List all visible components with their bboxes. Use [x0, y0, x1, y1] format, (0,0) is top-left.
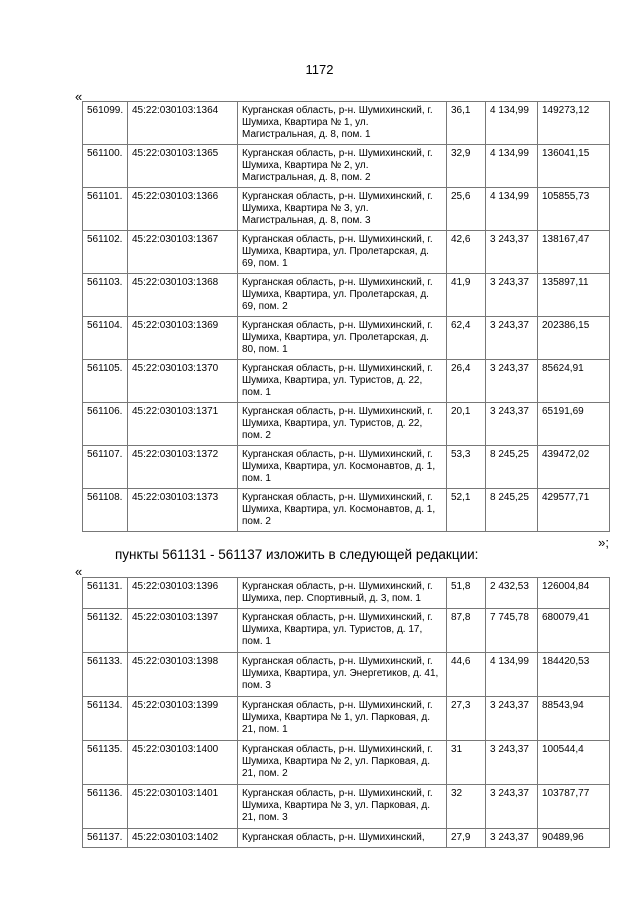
property-table-1	[82, 101, 610, 532]
rate: 3 243,37	[486, 697, 538, 741]
rate: 4 134,99	[486, 102, 538, 145]
cadastral-value: 149273,12	[538, 102, 610, 145]
row-number: 561106.	[83, 403, 128, 446]
cadastral-number: 45:22:030103:1371	[128, 403, 238, 446]
rate: 3 243,37	[486, 741, 538, 785]
property-table-2	[82, 577, 610, 848]
cadastral-number: 45:22:030103:1396	[128, 578, 238, 609]
table-row	[83, 145, 610, 188]
row-number: 561102.	[83, 231, 128, 274]
cadastral-number: 45:22:030103:1401	[128, 785, 238, 829]
cadastral-number: 45:22:030103:1373	[128, 489, 238, 532]
row-number: 561136.	[83, 785, 128, 829]
address: Курганская область, р-н. Шумихинский, г. Шумиха, Квартира № 2, ул. Магистральная, д. 8, пом. 2	[238, 145, 447, 188]
table-row	[83, 102, 610, 145]
address: Курганская область, р-н. Шумихинский, г. Шумиха, Квартира № 1, ул. Парковая, д. 21, пом. 1	[238, 697, 447, 741]
address: Курганская область, р-н. Шумихинский, г. Шумиха, Квартира, ул. Туристов, д. 17, пом. 1	[238, 609, 447, 653]
table-row	[83, 609, 610, 653]
area: 31	[447, 741, 486, 785]
address: Курганская область, р-н. Шумихинский, г. Шумиха, Квартира № 3, ул. Парковая, д. 21, пом. 3	[238, 785, 447, 829]
row-number: 561135.	[83, 741, 128, 785]
address: Курганская область, р-н. Шумихинский, г. Шумиха, Квартира, ул. Туристов, д. 22, пом. 1	[238, 360, 447, 403]
amendment-paragraph: пункты 561131 - 561137 изложить в следующей редакции:	[115, 547, 479, 562]
cadastral-number: 45:22:030103:1397	[128, 609, 238, 653]
area: 32	[447, 785, 486, 829]
address: Курганская область, р-н. Шумихинский, г. Шумиха, Квартира, ул. Пролетарская, д. 69, пом. 2	[238, 274, 447, 317]
address: Курганская область, р-н. Шумихинский, г. Шумиха, Квартира, ул. Пролетарская, д. 69, пом. 1	[238, 231, 447, 274]
open-quote: «	[75, 89, 83, 104]
area: 52,1	[447, 489, 486, 532]
close-quote: »;	[598, 535, 609, 550]
area: 26,4	[447, 360, 486, 403]
cadastral-value: 680079,41	[538, 609, 610, 653]
rate: 4 134,99	[486, 188, 538, 231]
cadastral-value: 439472,02	[538, 446, 610, 489]
table-row	[83, 489, 610, 532]
cadastral-number: 45:22:030103:1402	[128, 829, 238, 848]
cadastral-number: 45:22:030103:1400	[128, 741, 238, 785]
rate: 3 243,37	[486, 317, 538, 360]
rate: 3 243,37	[486, 231, 538, 274]
cadastral-value: 202386,15	[538, 317, 610, 360]
cadastral-number: 45:22:030103:1370	[128, 360, 238, 403]
table-row	[83, 188, 610, 231]
rate: 3 243,37	[486, 829, 538, 848]
cadastral-value: 136041,15	[538, 145, 610, 188]
row-number: 561101.	[83, 188, 128, 231]
area: 25,6	[447, 188, 486, 231]
rate: 3 243,37	[486, 403, 538, 446]
table-row	[83, 403, 610, 446]
area: 42,6	[447, 231, 486, 274]
area: 44,6	[447, 653, 486, 697]
row-number: 561099.	[83, 102, 128, 145]
table-row	[83, 741, 610, 785]
cadastral-value: 138167,47	[538, 231, 610, 274]
area: 20,1	[447, 403, 486, 446]
rate: 2 432,53	[486, 578, 538, 609]
area: 53,3	[447, 446, 486, 489]
area: 27,3	[447, 697, 486, 741]
address: Курганская область, р-н. Шумихинский, г. Шумиха, Квартира № 3, ул. Магистральная, д. 8, пом. 3	[238, 188, 447, 231]
row-number: 561105.	[83, 360, 128, 403]
table-row	[83, 317, 610, 360]
rate: 8 245,25	[486, 489, 538, 532]
cadastral-value: 103787,77	[538, 785, 610, 829]
table-row	[83, 578, 610, 609]
cadastral-number: 45:22:030103:1372	[128, 446, 238, 489]
address: Курганская область, р-н. Шумихинский, г. Шумиха, Квартира, ул. Энергетиков, д. 41, пом. 3	[238, 653, 447, 697]
address: Курганская область, р-н. Шумихинский, г. Шумиха, Квартира, ул. Туристов, д. 22, пом. 2	[238, 403, 447, 446]
page-number: 1172	[305, 62, 334, 77]
row-number: 561131.	[83, 578, 128, 609]
open-quote-2: «	[75, 564, 83, 579]
cadastral-value: 90489,96	[538, 829, 610, 848]
address: Курганская область, р-н. Шумихинский, г. Шумиха, Квартира, ул. Космонавтов, д. 1, пом. 2	[238, 489, 447, 532]
area: 32,9	[447, 145, 486, 188]
cadastral-value: 88543,94	[538, 697, 610, 741]
table-row	[83, 446, 610, 489]
cadastral-value: 135897,11	[538, 274, 610, 317]
table-row	[83, 231, 610, 274]
rate: 3 243,37	[486, 360, 538, 403]
row-number: 561108.	[83, 489, 128, 532]
address: Курганская область, р-н. Шумихинский, г. Шумиха, Квартира, ул. Космонавтов, д. 1, пом. 1	[238, 446, 447, 489]
cadastral-number: 45:22:030103:1365	[128, 145, 238, 188]
area: 41,9	[447, 274, 486, 317]
area: 87,8	[447, 609, 486, 653]
rate: 3 243,37	[486, 785, 538, 829]
cadastral-value: 184420,53	[538, 653, 610, 697]
rate: 4 134,99	[486, 145, 538, 188]
table-row	[83, 274, 610, 317]
table-row	[83, 360, 610, 403]
cadastral-value: 105855,73	[538, 188, 610, 231]
area: 27,9	[447, 829, 486, 848]
row-number: 561104.	[83, 317, 128, 360]
rate: 8 245,25	[486, 446, 538, 489]
row-number: 561107.	[83, 446, 128, 489]
cadastral-value: 126004,84	[538, 578, 610, 609]
table-row	[83, 653, 610, 697]
address: Курганская область, р-н. Шумихинский, г. Шумиха, Квартира № 1, ул. Магистральная, д. 8, пом. 1	[238, 102, 447, 145]
cadastral-number: 45:22:030103:1364	[128, 102, 238, 145]
row-number: 561137.	[83, 829, 128, 848]
address: Курганская область, р-н. Шумихинский, г. Шумиха, Квартира, ул. Пролетарская, д. 80, пом. 1	[238, 317, 447, 360]
cadastral-number: 45:22:030103:1398	[128, 653, 238, 697]
cadastral-value: 100544,4	[538, 741, 610, 785]
cadastral-value: 429577,71	[538, 489, 610, 532]
table-row	[83, 697, 610, 741]
area: 62,4	[447, 317, 486, 360]
row-number: 561133.	[83, 653, 128, 697]
cadastral-number: 45:22:030103:1366	[128, 188, 238, 231]
row-number: 561100.	[83, 145, 128, 188]
cadastral-value: 85624,91	[538, 360, 610, 403]
table-row	[83, 785, 610, 829]
row-number: 561134.	[83, 697, 128, 741]
cadastral-number: 45:22:030103:1399	[128, 697, 238, 741]
rate: 7 745,78	[486, 609, 538, 653]
address: Курганская область, р-н. Шумихинский, г. Шумиха, пер. Спортивный, д. 3, пом. 1	[238, 578, 447, 609]
rate: 4 134,99	[486, 653, 538, 697]
row-number: 561103.	[83, 274, 128, 317]
address: Курганская область, р-н. Шумихинский,	[238, 829, 447, 848]
table-row	[83, 829, 610, 848]
area: 36,1	[447, 102, 486, 145]
cadastral-number: 45:22:030103:1368	[128, 274, 238, 317]
area: 51,8	[447, 578, 486, 609]
rate: 3 243,37	[486, 274, 538, 317]
row-number: 561132.	[83, 609, 128, 653]
cadastral-number: 45:22:030103:1367	[128, 231, 238, 274]
cadastral-number: 45:22:030103:1369	[128, 317, 238, 360]
cadastral-value: 65191,69	[538, 403, 610, 446]
address: Курганская область, р-н. Шумихинский, г. Шумиха, Квартира № 2, ул. Парковая, д. 21, пом. 2	[238, 741, 447, 785]
